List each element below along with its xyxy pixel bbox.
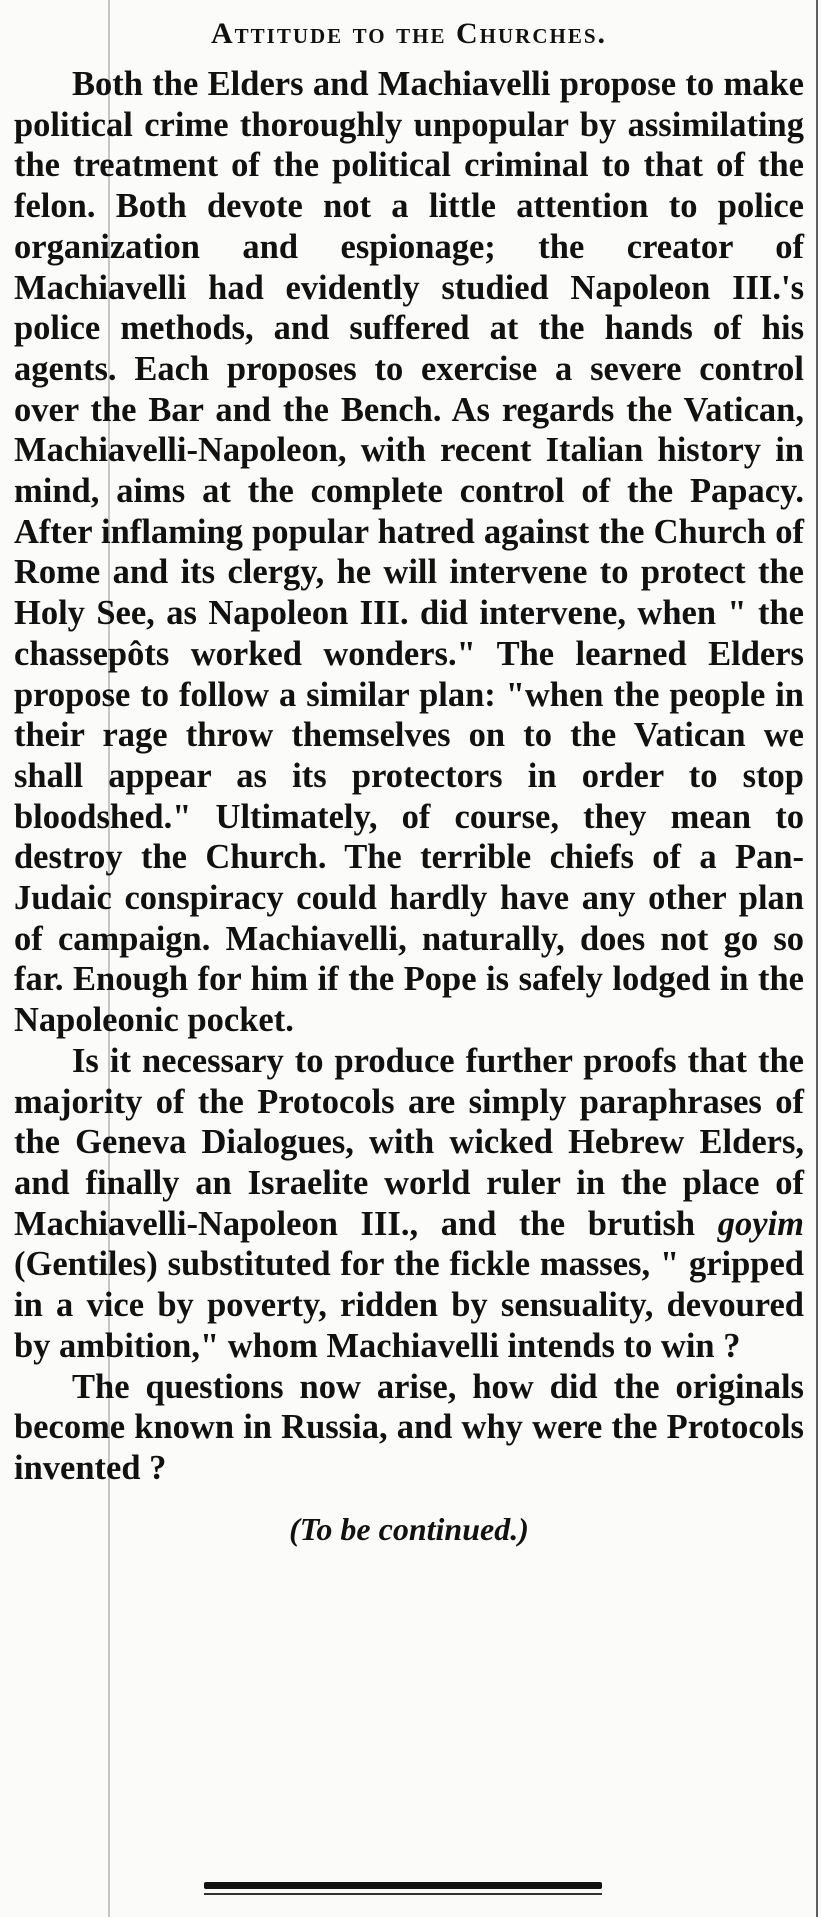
paragraph-2-italic: goyim xyxy=(717,1204,804,1243)
article-heading: Attitude to the Churches. xyxy=(210,17,608,50)
continued-note xyxy=(14,1509,804,1549)
clipping-edge xyxy=(816,0,818,1917)
article-paragraph-1: Both the Elders and Machiavelli propose to make political crime thoroughly unpopular by assimilating the treatment of the political criminal to that of the felon. Both devote not a little attention to police organization and espionage; the creator of Machiavelli had evidently studied Napoleon III.'s police methods, and suffered at the hands of his agents. Each proposes to exercise a severe control over the Bar and the Bench. As regards the Vatican, Machiavelli-Napoleon, with recent Italian history in mind, aims at the complete control of the Papacy. After inflaming popular hatred against the Church of Rome and its clergy, he will intervene to protect the Holy See, as Napoleon III. did intervene, when " the chassepôts worked wonders." The learned Elders propose to follow a similar plan: "when the people in their rage throw themselves on to the Vatican we shall appear as its protectors in order to stop bloodshed." Ultimately, of course, they mean to destroy the Church. The terrible chiefs of a Pan-Judaic conspiracy could hardly have any other plan of campaign. Machiavelli, naturally, does not go so far. Enough for him if the Pope is safely lodged in the Napoleonic pocket. xyxy=(14,65,804,1040)
article-paragraph-2 xyxy=(14,1041,804,1367)
closing-rule-thin xyxy=(204,1893,602,1895)
closing-rule xyxy=(204,1882,602,1895)
paragraph-2-text-b: (Gentiles) substituted for the fickle masses, " gripped in a vice by poverty, ridden by sensuality, devoured by ambition," whom Machiavelli intends to win ? xyxy=(14,1245,804,1365)
closing-rule-thick xyxy=(204,1882,602,1889)
article-paragraph-3: The questions now arise, how did the originals become known in Russia, and why were the Protocols invented ? xyxy=(14,1367,804,1487)
continued-text: (To be continued.) xyxy=(289,1510,529,1547)
article-column xyxy=(14,16,804,1549)
paragraph-2-text-a: Is it necessary to produce further proofs that the majority of the Protocols are simply paraphrases of the Geneva Dialogues, with wicked Hebrew Elders, and finally an Israelite world ruler in the place of Machiavelli-Napoleon III., and the brutish xyxy=(14,1041,804,1243)
